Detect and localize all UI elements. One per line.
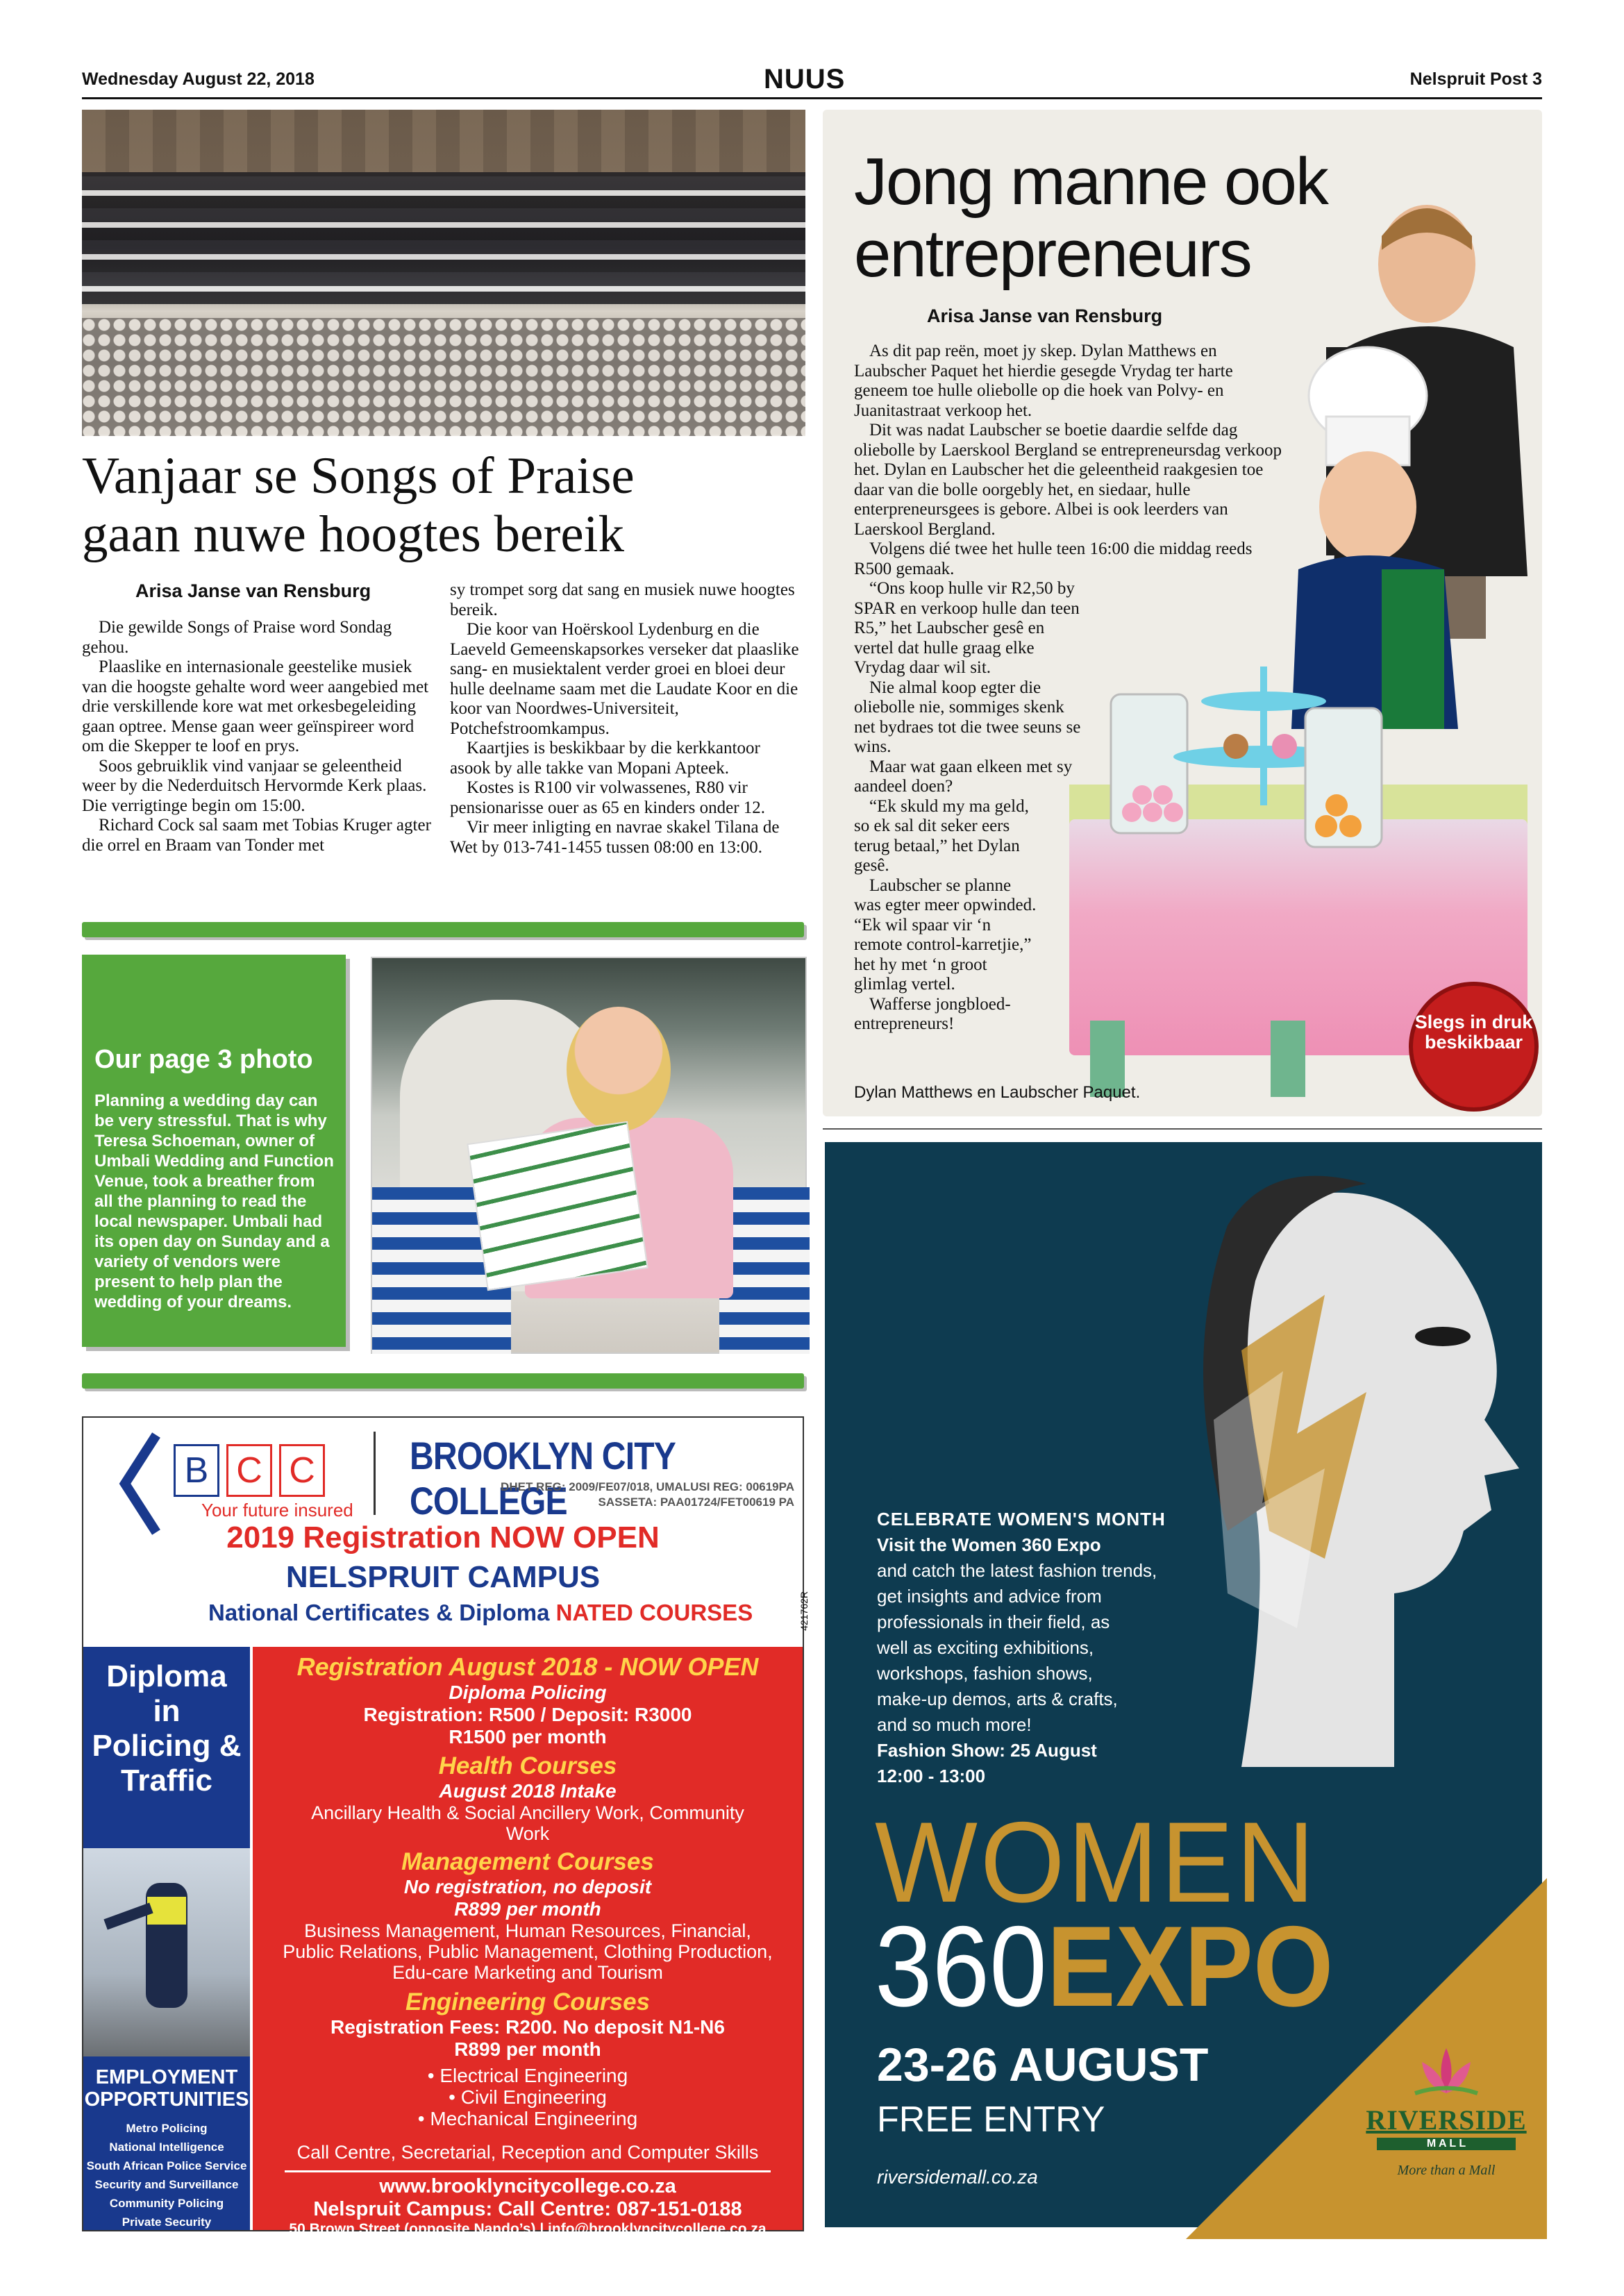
bcc-website[interactable]: www.brooklyncitycollege.co.za xyxy=(379,2175,676,2197)
bcc-campus: NELSPRUIT CAMPUS xyxy=(285,1560,601,1594)
mgmt-desc: Business Management, Human Resources, Financial, Public Relations, Public Management, Clothing Production, Edu-care Marketing and Tourism xyxy=(283,1920,773,1983)
riverside-sub: M A L L xyxy=(1377,2138,1516,2150)
bcc-advert xyxy=(82,1416,810,2237)
choir-photo xyxy=(82,110,805,435)
paragraph: Wafferse jongbloed-entrepreneurs! xyxy=(854,994,1011,1033)
list-item: Metro Policing xyxy=(126,2122,208,2135)
list-item: • Electrical Engineering xyxy=(427,2065,628,2086)
bcc-course-panel xyxy=(253,1647,803,2237)
expo-free-entry: FREE ENTRY xyxy=(877,2100,1105,2140)
paragraph: Kostes is R100 vir volwassenes, R80 vir pensionarisse ouer as 65 en kinders onder 12. xyxy=(450,778,766,817)
wedding-photo xyxy=(371,957,807,1354)
boys-headline xyxy=(854,146,1396,290)
bcc-national: National Certificates & Diploma xyxy=(208,1600,550,1625)
mgmt-month: R899 per month xyxy=(454,1898,601,1920)
bcc-ref: 421762R xyxy=(798,1591,810,1631)
section-title: NUUS xyxy=(764,64,846,94)
page3-heading: Our page 3 photo xyxy=(94,1045,313,1074)
eng-title: Engineering Courses xyxy=(405,1988,651,2016)
print-only-badge: Slegs in druk beskikbaar xyxy=(1413,986,1534,1107)
paragraph: “Ek skuld my ma geld, so ek sal dit seker eers terug betaal,” het Dylan gesê. xyxy=(854,796,1029,875)
paragraph: Volgens dié twee het hulle teen 16:00 die middag reeds R500 gemaak. xyxy=(854,539,1253,578)
boys-headline-line2: entrepreneurs xyxy=(854,217,1251,291)
bcc-address: 50 Brown Street (opposite Nando’s) | info@brooklyncitycollege.co.za xyxy=(289,2221,767,2237)
expo-line: well as exciting exhibitions, xyxy=(877,1637,1094,1658)
bcc-reg1: DHET REG: 2009/FE07/018, UMALUSI REG: 00619PA xyxy=(501,1480,794,1493)
riverside-slogan: More than a Mall xyxy=(1397,2163,1496,2178)
bcc-reg2: SASSETA: PAA01724/FET00619 PA xyxy=(598,1495,794,1509)
paragraph: As dit pap reën, moet jy skep. Dylan Matthews en Laubscher Paquet het hierdie gesegde Vrydag ter harte geneem toe hulle oliebolle op die hoek van Polvy- en Juanitastraat verkoop het. xyxy=(854,342,1233,420)
choir-headline-line1: Vanjaar se Songs of Praise xyxy=(82,447,635,505)
eng-month: R899 per month xyxy=(454,2038,601,2060)
call-centre-courses: Call Centre, Secretarial, Reception and Computer Skills xyxy=(296,2142,759,2163)
bcc-registration-headline: 2019 Registration NOW OPEN xyxy=(226,1520,660,1555)
logo-letter: B xyxy=(174,1444,219,1497)
health-intake: August 2018 Intake xyxy=(439,1780,617,1802)
paragraph: Kaartjies is beskikbaar by die kerkkantoor asook by alle takke van Mopani Apteek. xyxy=(450,739,760,778)
expo-line: and catch the latest fashion trends, xyxy=(877,1560,1157,1581)
eng-fee: Registration Fees: R200. No deposit N1-N6 xyxy=(330,2016,725,2038)
boys-article-text xyxy=(854,342,1284,1034)
bcc-employment-list xyxy=(83,2119,250,2231)
logo-letter: C xyxy=(226,1444,272,1497)
paragraph: Nie almal koop egter die oliebolle nie, sommiges skenk net bydraes tot die twee seuns se wins. xyxy=(854,678,1081,756)
lotus-icon xyxy=(1408,2045,1484,2100)
expo-line: 12:00 - 13:00 xyxy=(877,1766,986,1786)
expo-word: EXPO xyxy=(1046,1902,1334,2030)
divider xyxy=(823,1128,1542,1130)
health-title: Health Courses xyxy=(438,1752,617,1779)
paragraph: Soos gebruiklik vind vanjaar se geleentheid weer by die Nederduitsch Hervormde Kerk plaas. Die verrigtinge begin om 15:00. xyxy=(82,756,427,815)
mgmt-reg: No registration, no deposit xyxy=(403,1876,652,1897)
health-desc: Ancillary Health & Social Ancillery Work, Community Work xyxy=(311,1802,744,1844)
policing-month: R1500 per month xyxy=(449,1726,607,1748)
expo-description xyxy=(877,1507,1224,1789)
logo-letter: C xyxy=(279,1444,325,1497)
expo-line: professionals in their field, as xyxy=(877,1611,1110,1632)
bcc-nated: NATED COURSES xyxy=(555,1600,753,1625)
choir-byline: Arisa Janse van Rensburg xyxy=(135,580,371,601)
expo-line: make-up demos, arts & crafts, xyxy=(877,1689,1118,1709)
paragraph: Maar wat gaan elkeen met sy aandeel doen? xyxy=(854,757,1073,796)
expo-line: CELEBRATE WOMEN'S MONTH xyxy=(877,1509,1166,1530)
list-item: Private Security xyxy=(122,2215,212,2229)
issue-date: Wednesday August 22, 2018 xyxy=(82,69,315,89)
bcc-tagline: Your future insured xyxy=(201,1500,353,1520)
choir-column-1 xyxy=(82,618,433,855)
list-item: National Intelligence xyxy=(109,2140,224,2154)
policing-title: Diploma Policing xyxy=(449,1682,607,1703)
paragraph: Die gewilde Songs of Praise word Sondag gehou. xyxy=(82,618,392,657)
logo-divider xyxy=(374,1432,376,1515)
list-item: • Civil Engineering xyxy=(449,2086,607,2108)
paragraph: Plaaslike en internasionale geestelike musiek van die hoogste gehalte word weer aangebied met drie verskillende kore wat met orkesbegeleiding gaan optree. Mense gaan weer geïnspireer word om die Skepper te loof en prys. xyxy=(82,657,429,755)
page3-photo-box xyxy=(82,955,346,1347)
expo-line: and so much more! xyxy=(877,1714,1032,1735)
expo-dates: 23-26 AUGUST xyxy=(877,2038,1209,2091)
paragraph: Laubscher se planne was egter meer opwinded. “Ek wil spaar vir ‘n remote control-karretjie,” het hy met ‘n groot glimlag vertel. xyxy=(854,875,1037,994)
expo-line: get insights and advice from xyxy=(877,1586,1102,1607)
bcc-employment-title: EMPLOYMENT OPPORTUNITIES xyxy=(84,2066,249,2111)
paragraph: “Ons koop hulle vir R2,50 by SPAR en verkoop hulle dan teen R5,” het Laubscher gesê en vertel dat hulle graag elke Vrydag daar wil sit. xyxy=(854,579,1080,677)
traffic-officer-photo xyxy=(83,1848,250,2056)
paragraph: sy trompet sorg dat sang en musiek nuwe hoogtes bereik. xyxy=(450,580,795,619)
expo-advert xyxy=(825,1142,1542,2227)
list-item: South African Police Service xyxy=(86,2159,247,2172)
boys-photo-caption: Dylan Matthews en Laubscher Paquet. xyxy=(854,1083,1141,1102)
bcc-left-title: Diploma in Policing & Traffic xyxy=(92,1659,242,1798)
paragraph: Dit was nadat Laubscher se boetie daardie selfde dag oliebolle by Laerskool Bergland se entrepreneursdag verkoop het. Dylan en Laubscher het die geleentheid raakgesien toe daar van die bolle oorgebly het, en siedaar, hulle enterpreneursgees is gebore. Albei is ook leerders van Laerskool Bergland. xyxy=(854,421,1282,539)
divider xyxy=(285,2170,771,2172)
expo-number: 360 xyxy=(875,1902,1047,2030)
list-item: Community Policing xyxy=(109,2197,224,2210)
expo-line: Visit the Women 360 Expo xyxy=(877,1534,1101,1555)
woman-profile-illustration xyxy=(1186,1142,1547,1836)
bcc-name: BROOKLYN CITY COLLEGE xyxy=(410,1434,676,1523)
mgmt-title: Management Courses xyxy=(401,1848,654,1875)
bcc-reg-heading: Registration August 2018 - NOW OPEN xyxy=(296,1652,759,1681)
page-number: Nelspruit Post 3 xyxy=(1409,69,1542,89)
bcc-national-line xyxy=(208,1600,753,1626)
eng-list xyxy=(253,2065,803,2129)
list-item: • Mechanical Engineering xyxy=(417,2108,638,2129)
green-divider xyxy=(82,922,804,937)
expo-line: Fashion Show: 25 August xyxy=(877,1740,1097,1761)
expo-url[interactable]: riversidemall.co.za xyxy=(877,2166,1038,2188)
header-rule xyxy=(82,97,1542,99)
policing-fee: Registration: R500 / Deposit: R3000 xyxy=(363,1704,692,1725)
boys-headline-line1: Jong manne ook xyxy=(854,144,1328,219)
list-item: Security and Surveillance xyxy=(94,2178,239,2191)
choir-column-2 xyxy=(450,580,804,857)
bcc-phone[interactable]: Nelspruit Campus: Call Centre: 087-151-0188 xyxy=(313,2198,742,2220)
paragraph: Die koor van Hoërskool Lydenburg en die Laeveld Gemeenskapsorkes verseker dat plaaslike sang- en musiektalent verder groei en bloei deur hulle deelname saam met die Laudate Koor en die koor van Noordwes-Universiteit, Potchefstroomkampus. xyxy=(450,620,799,738)
riverside-name: RIVERSIDE xyxy=(1366,2104,1527,2136)
expo-360-expo xyxy=(875,1902,1334,2030)
bcc-logo-letters xyxy=(174,1444,325,1497)
choir-headline xyxy=(82,447,804,564)
bcc-left-panel xyxy=(83,1647,250,2230)
expo-women: WOMEN xyxy=(875,1798,1318,1926)
paragraph: Vir meer inligting en navrae skakel Tilana de Wet by 013-741-1455 tussen 08:00 en 13:00. xyxy=(450,818,780,857)
expo-line: workshops, fashion shows, xyxy=(877,1663,1093,1684)
green-divider xyxy=(82,1373,804,1389)
boys-byline: Arisa Janse van Rensburg xyxy=(927,305,1163,326)
paragraph: Richard Cock sal saam met Tobias Kruger agter die orrel en Braam van Tonder met xyxy=(82,816,431,855)
page3-caption: Planning a wedding day can be very stressful. That is why Teresa Schoeman, owner of Umbali Wedding and Function Venue, took a breather from all the planning to read the local newspaper. Umbali had its open day on Sunday and a variety of vendors were present to help plan the wedding of your dreams. xyxy=(94,1091,334,1312)
riverside-logo xyxy=(1363,2045,1530,2179)
choir-headline-line2: gaan nuwe hoogtes bereik xyxy=(82,505,624,563)
